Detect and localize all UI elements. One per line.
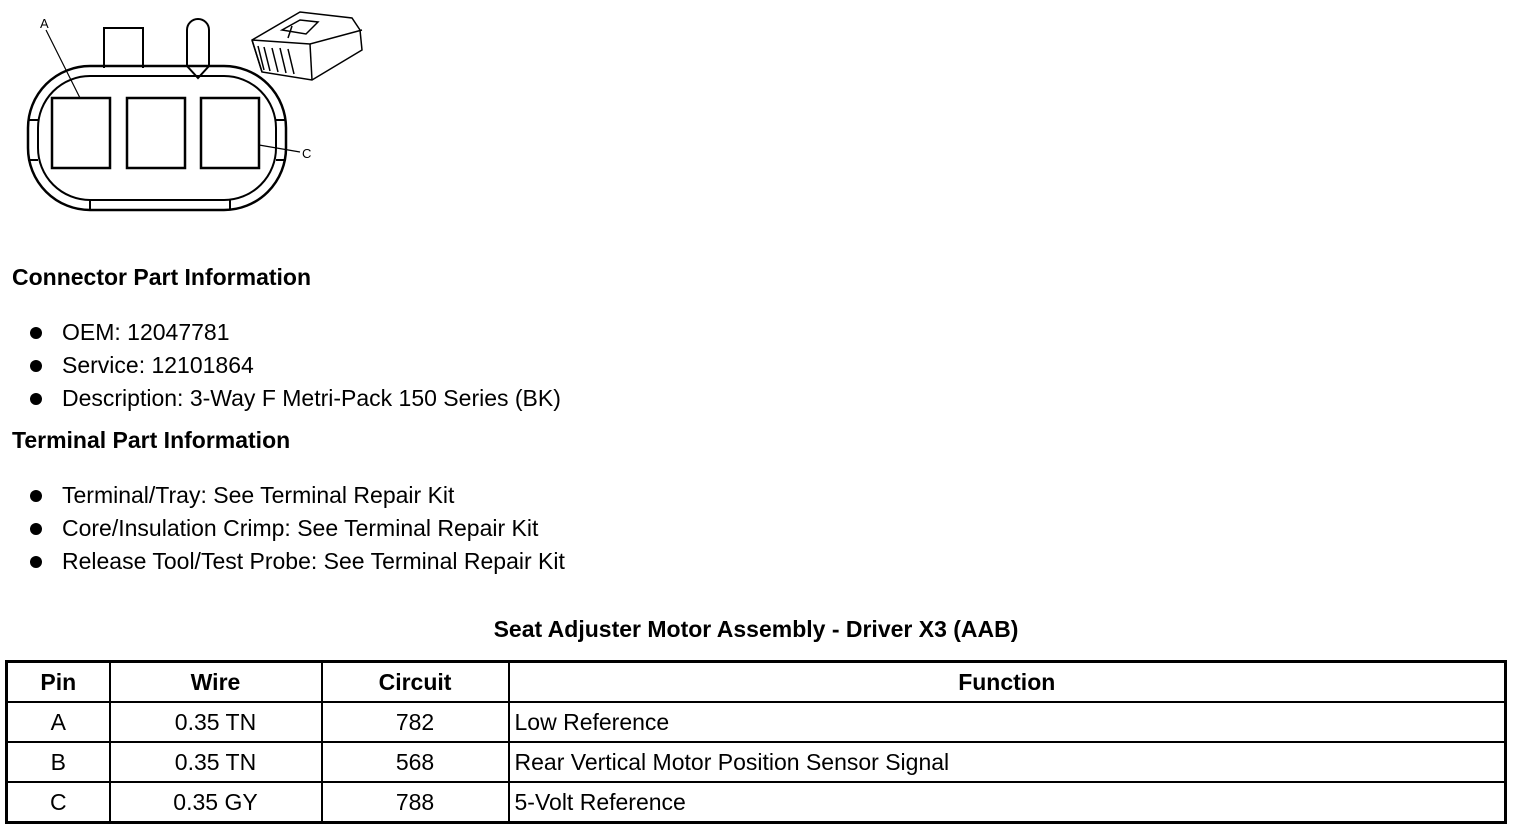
header-wire: Wire (110, 662, 322, 703)
cell-circuit: 782 (322, 702, 509, 742)
cell-wire: 0.35 TN (110, 742, 322, 782)
cavity-b (127, 98, 185, 168)
list-item: OEM: 12047781 (28, 316, 561, 349)
header-circuit: Circuit (322, 662, 509, 703)
list-item: Core/Insulation Crimp: See Terminal Repair Kit (28, 512, 565, 545)
cavity-c (201, 98, 259, 168)
cell-function: Rear Vertical Motor Position Sensor Signal (509, 742, 1506, 782)
connector-key-tab (187, 19, 209, 78)
cell-function: Low Reference (509, 702, 1506, 742)
connector-face-diagram (0, 0, 380, 220)
cell-pin: C (7, 782, 110, 823)
list-item: Service: 12101864 (28, 349, 561, 382)
cell-pin: A (7, 702, 110, 742)
cell-circuit: 568 (322, 742, 509, 782)
terminal-section-title: Terminal Part Information (12, 427, 291, 453)
pin-label-c: C (302, 146, 312, 161)
connector-outer-shell (28, 66, 286, 210)
table-row (7, 782, 1506, 823)
table-row (7, 702, 1506, 742)
connector-latch-tab (104, 28, 143, 68)
cell-wire: 0.35 GY (110, 782, 322, 823)
terminal-info-list (28, 479, 565, 578)
connector-section-title: Connector Part Information (12, 264, 312, 290)
cell-wire: 0.35 TN (110, 702, 322, 742)
list-item: Description: 3-Way F Metri-Pack 150 Series (BK) (28, 382, 561, 415)
cell-circuit: 788 (322, 782, 509, 823)
table-header-row (7, 662, 1506, 703)
cavity-a (52, 98, 110, 168)
pin-table (5, 660, 1507, 824)
cell-function: 5-Volt Reference (509, 782, 1506, 823)
connector-inner-shell (38, 76, 276, 200)
list-item: Release Tool/Test Probe: See Terminal Repair Kit (28, 545, 565, 578)
cell-pin: B (7, 742, 110, 782)
pin-table-title: Seat Adjuster Motor Assembly - Driver X3 (AAB) (493, 616, 1019, 642)
connector-info-list (28, 316, 561, 415)
connector-iso-sketch (252, 12, 362, 80)
header-pin: Pin (7, 662, 110, 703)
list-item: Terminal/Tray: See Terminal Repair Kit (28, 479, 565, 512)
header-function: Function (509, 662, 1506, 703)
table-row (7, 742, 1506, 782)
pin-label-a: A (40, 16, 49, 31)
